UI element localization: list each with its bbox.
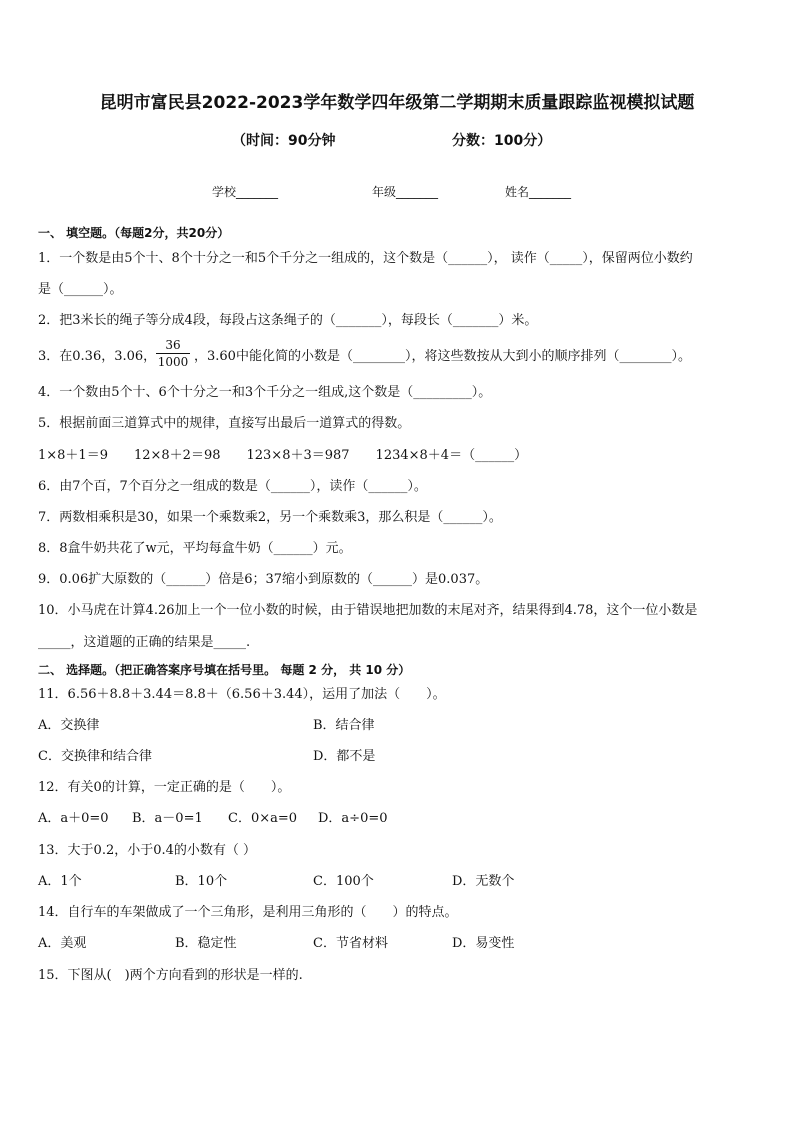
question-7: 7．两数相乘积是30，如果一个乘数乘2，另一个乘数乘3，那么积是（______）。	[38, 510, 502, 525]
question-10-line2: _____，这道题的正确的结果是_____.	[38, 635, 251, 650]
q11-option-a: A．交换律	[38, 718, 100, 733]
question-10-line1: 10．小马虎在计算4.26加上一个一位小数的时候，由于错误地把加数的末尾对齐，结果得到4.78，这个一位小数是	[38, 603, 698, 618]
question-13: 13．大于0.2，小于0.4的小数有（ ）	[38, 843, 257, 858]
question-1-line1: 1．一个数是由5个十、8个十分之一和5个千分之一组成的，这个数是（______）， 读作（_____），保留两位小数约	[38, 251, 693, 266]
q11-option-d: D．都不是	[313, 749, 376, 764]
question-3-rest: ，3.60中能化简的小数是（________），将这些数按从大到小的顺序排列（________）。	[194, 349, 691, 364]
q13-option-a: A．1个	[38, 874, 82, 889]
question-5: 5．根据前面三道算式中的规律，直接写出最后一道算式的得数。	[38, 416, 411, 431]
exam-title: 昆明市富民县2022-2023学年数学四年级第二学期期末质量跟踪监视模拟试题	[99, 93, 695, 113]
question-9: 9．0.06扩大原数的（______）倍是6；37缩小到原数的（______）是0.037。	[38, 572, 489, 587]
q14-option-b: B．稳定性	[175, 936, 237, 951]
fraction-numerator: 36	[156, 337, 190, 354]
q12-option-a: A．a＋0=0	[38, 811, 109, 826]
q13-option-b: B．10个	[175, 874, 228, 889]
q11-option-c: C．交换律和结合律	[38, 749, 152, 764]
question-2: 2．把3米长的绳子等分成4段，每段占这条绳子的（_______），每段长（_______）米。	[38, 313, 538, 328]
q12-option-c: C．0×a=0	[228, 811, 298, 826]
question-12: 12．有关0的计算，一定正确的是（ ）。	[38, 780, 291, 795]
question-11: 11．6.56＋8.8＋3.44＝8.8＋（6.56＋3.44），运用了加法（ ）。	[38, 687, 446, 702]
exam-score: 分数：100分）	[452, 133, 552, 149]
question-15: 15．下图从( )两个方向看到的形状是一样的.	[38, 968, 303, 983]
q12-option-b: B．a－0=1	[132, 811, 203, 826]
question-3-start: 3．在0.36，3.06，	[38, 349, 157, 364]
q13-option-c: C．100个	[313, 874, 374, 889]
question-6: 6．由7个百，7个百分之一组成的数是（______），读作（______）。	[38, 479, 427, 494]
q11-option-b: B．结合律	[313, 718, 375, 733]
fraction-36-1000	[156, 337, 190, 370]
school-field: 学校_______	[212, 185, 279, 199]
q13-option-d: D．无数个	[452, 874, 515, 889]
name-field: 姓名_______	[505, 185, 572, 199]
question-5-equations: 1×8＋1＝9 12×8＋2＝98 123×8＋3＝987 1234×8＋4＝（______）	[38, 448, 528, 463]
section2-heading: 二、 选择题。（把正确答案序号填在括号里。 每题 2 分， 共 10 分）	[38, 663, 411, 677]
grade-field: 年级_______	[372, 185, 439, 199]
question-8: 8．8盒牛奶共花了w元，平均每盒牛奶（______）元。	[38, 541, 352, 556]
section1-heading: 一、 填空题。（每题2分，共20分）	[38, 226, 230, 240]
question-4: 4．一个数由5个十、6个十分之一和3个千分之一组成,这个数是（_________）。	[38, 385, 492, 400]
q14-option-d: D．易变性	[452, 936, 515, 951]
q14-option-a: A．美观	[38, 936, 87, 951]
fraction-denominator: 1000	[157, 355, 189, 369]
question-1-line2: 是（______）。	[38, 282, 123, 297]
exam-time: （时间：90分钟	[232, 133, 336, 149]
q12-option-d: D．a÷0=0	[318, 811, 388, 826]
q14-option-c: C．节省材料	[313, 936, 388, 951]
question-14: 14．自行车的车架做成了一个三角形，是利用三角形的（ ）的特点。	[38, 905, 458, 920]
